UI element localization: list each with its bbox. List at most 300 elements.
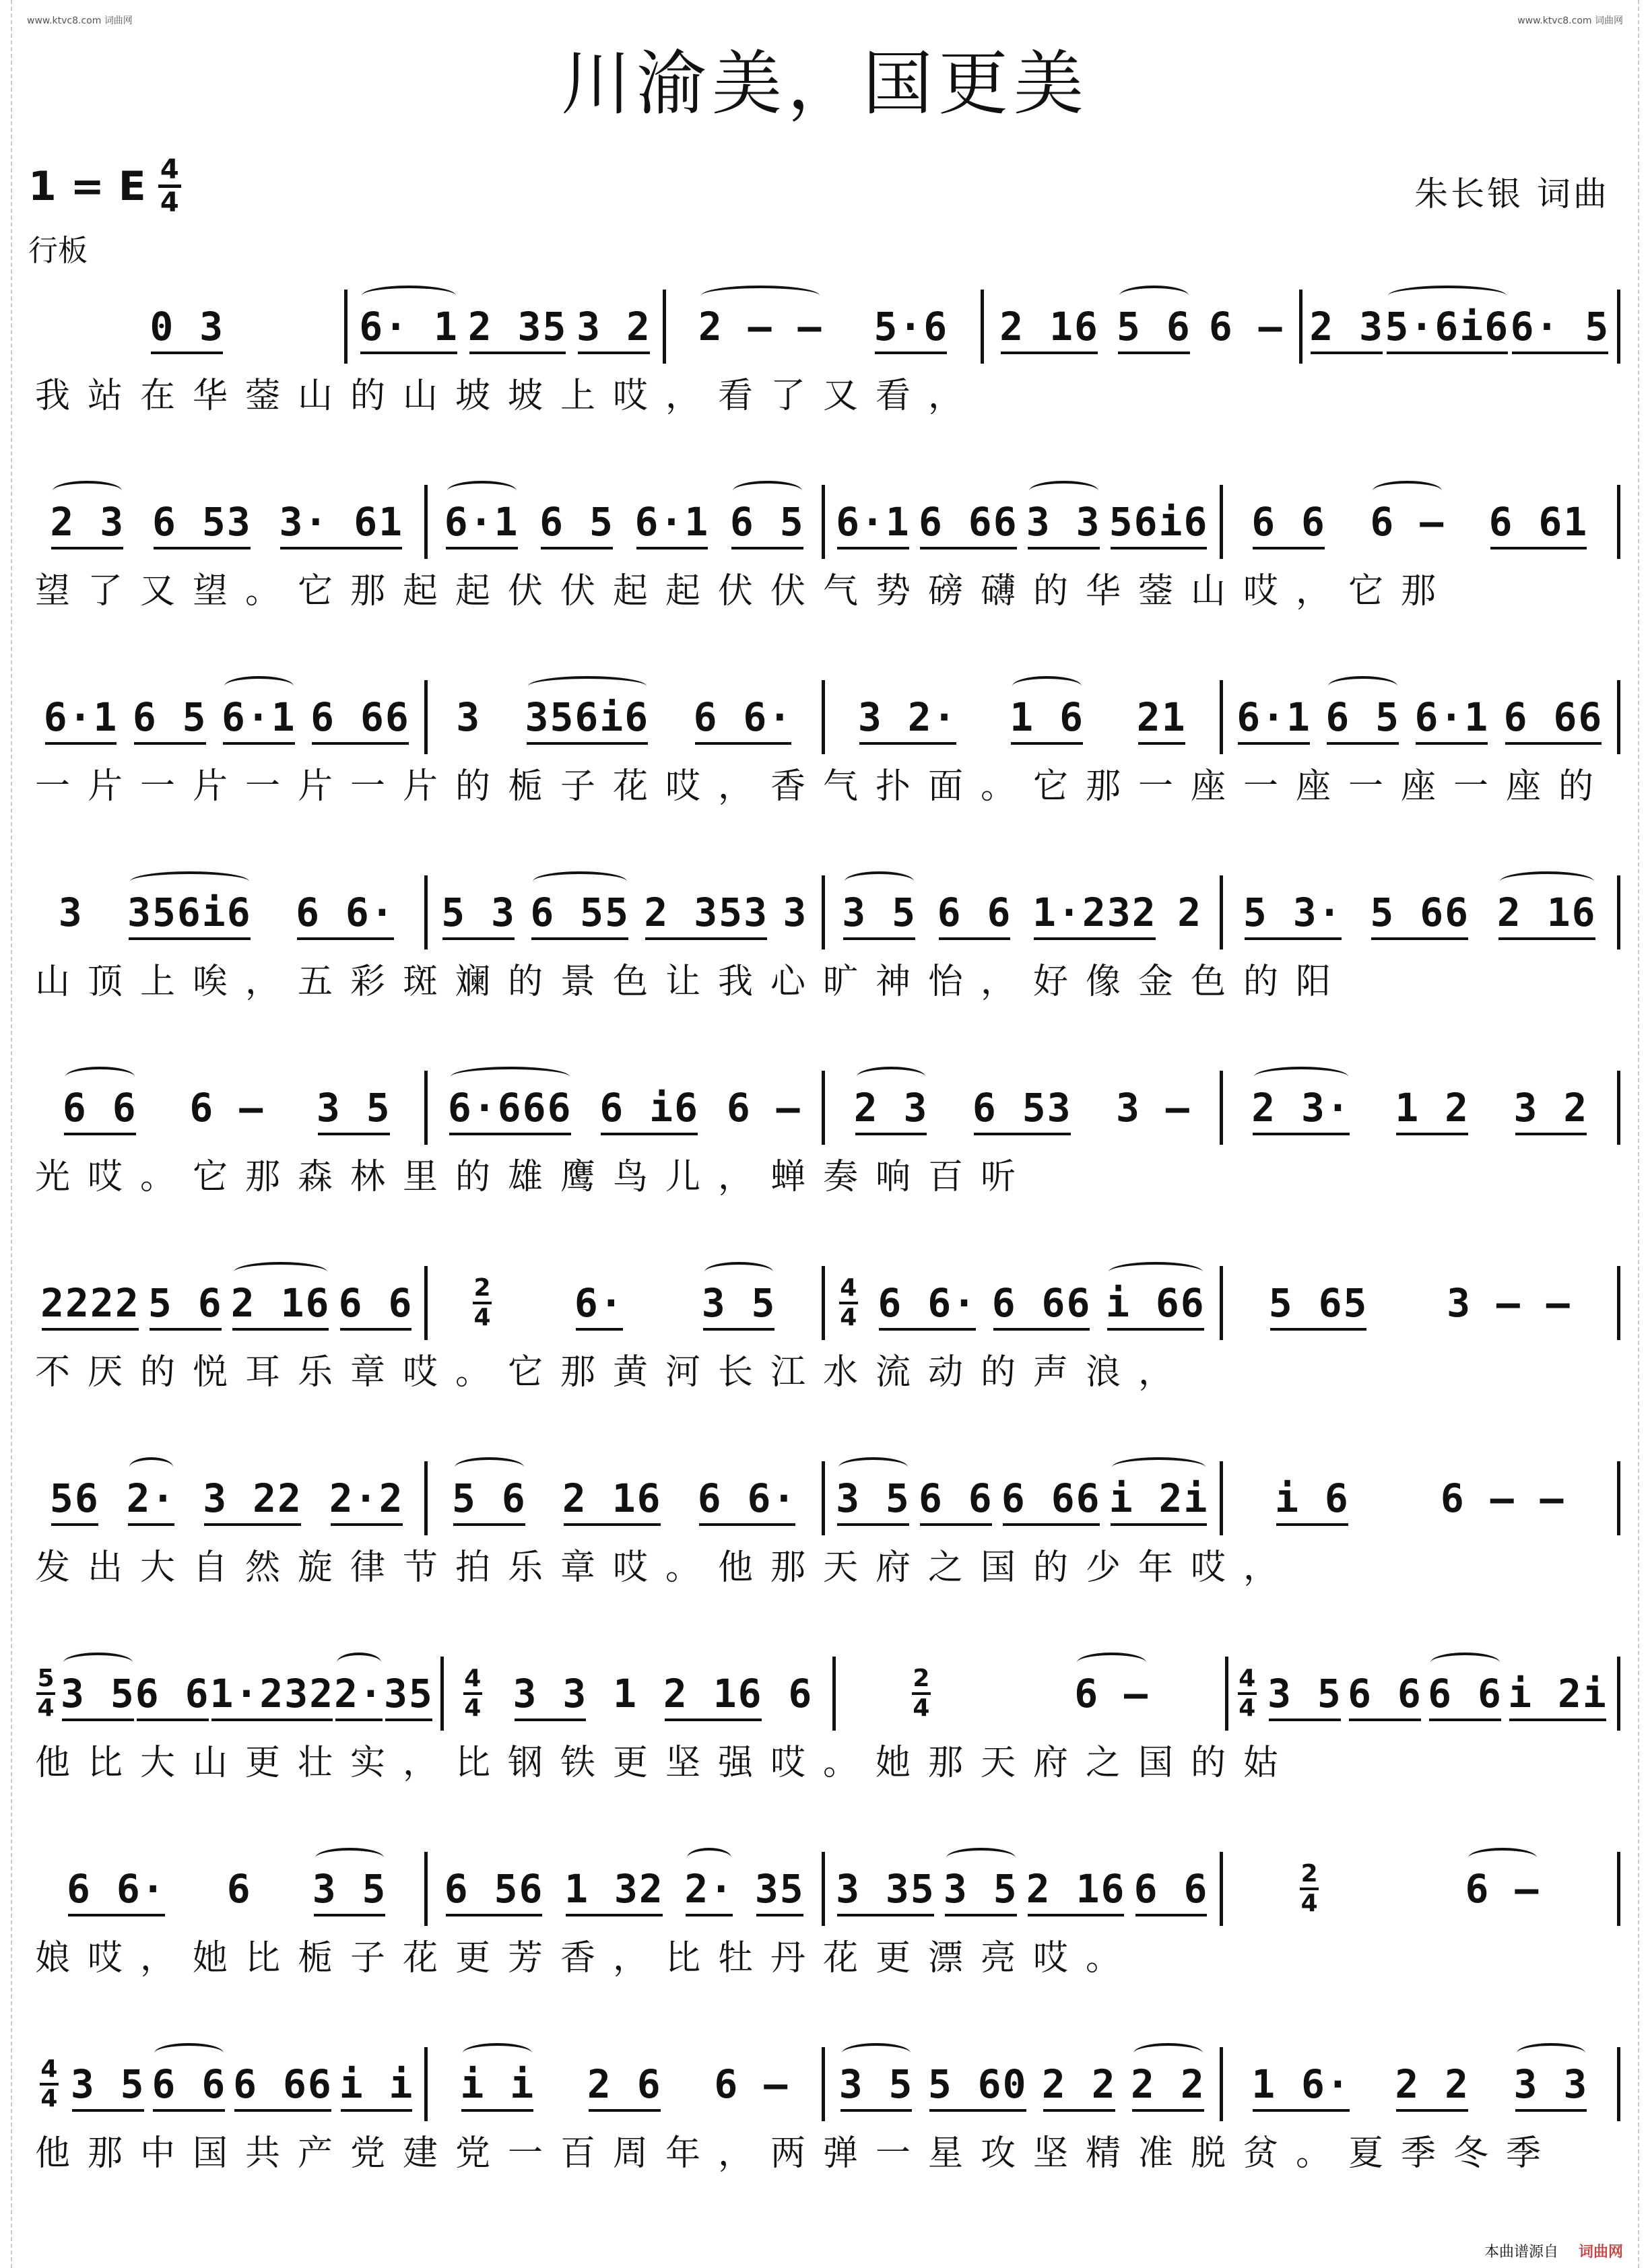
- slur-arc: [857, 1067, 926, 1087]
- beam-line: [1034, 937, 1156, 940]
- slur-arc: [362, 286, 456, 306]
- beam-line: [515, 1719, 587, 1721]
- beam-line: [531, 937, 628, 940]
- lyric-line: 我站在华蓥山的山坡坡上哎，看了又看，: [35, 376, 981, 416]
- measure: [832, 1657, 1224, 1731]
- note-group: 6 6: [918, 1475, 993, 1521]
- note-group: 6 56: [444, 1866, 544, 1912]
- beam-line: [1011, 742, 1083, 745]
- notation-line: [30, 1461, 1620, 1535]
- note-group: 3 5: [701, 1280, 777, 1326]
- note-group: 6 61: [1488, 499, 1589, 545]
- note-group: 3 5: [316, 1085, 391, 1131]
- note-group: 2 16: [663, 1671, 763, 1716]
- note-group: 3 3: [1513, 2061, 1589, 2107]
- note-group: i 2i: [1109, 1475, 1209, 1521]
- beam-line: [1043, 2109, 1115, 2112]
- beam-line: [1107, 1328, 1204, 1331]
- note-group: 3 35: [836, 1866, 935, 1912]
- beam-line: [920, 547, 1017, 549]
- slur-arc: [704, 1262, 774, 1282]
- beam-line: [1416, 742, 1488, 745]
- note-group: 3 – –: [1447, 1280, 1571, 1326]
- note-group: 6 –: [189, 1085, 265, 1131]
- meter-change: [463, 1667, 482, 1721]
- score-system: [30, 290, 1620, 428]
- beam-line: [341, 2109, 413, 2112]
- beam-line: [1396, 1133, 1468, 1135]
- note-group: 3 3: [513, 1671, 588, 1716]
- time-signature: [158, 156, 181, 216]
- note-group: 6 6·: [296, 890, 395, 935]
- note-group: 3: [783, 890, 808, 935]
- note-group: 6 6·: [697, 1475, 797, 1521]
- note-group: 2·: [126, 1475, 176, 1521]
- beam-line: [51, 1523, 98, 1526]
- slur-arc: [845, 871, 914, 892]
- beam-line: [1001, 352, 1098, 354]
- meter-change: [1238, 1667, 1257, 1721]
- note-group: 1·232: [1032, 890, 1157, 935]
- beam-line: [840, 2109, 913, 2112]
- note-group: 6 66: [310, 694, 410, 740]
- meter-change: [1300, 1862, 1319, 1916]
- note-group: 6 –: [726, 1085, 801, 1131]
- notation-line: [30, 1266, 1620, 1340]
- note-group: 35: [383, 1671, 434, 1716]
- beam-line: [1387, 352, 1509, 354]
- beam-line: [837, 1914, 934, 1916]
- notation-line: [30, 875, 1620, 949]
- note-group: 6·1: [43, 694, 119, 740]
- note-group: 2 16: [230, 1280, 331, 1326]
- note-group: 6·1: [634, 499, 710, 545]
- beam-line: [453, 1523, 525, 1526]
- slur-arc: [1500, 871, 1594, 892]
- note-group: 6 6: [62, 1085, 137, 1131]
- score-system: [30, 875, 1620, 1014]
- note-group: 6 –: [1208, 304, 1284, 349]
- time-bottom: 4: [160, 187, 179, 218]
- meter-bottom: 4: [1239, 1694, 1256, 1722]
- beam-line: [875, 352, 947, 354]
- note-group: 2·: [684, 1866, 735, 1912]
- beam-line: [1135, 1914, 1208, 1916]
- beam-line: [211, 1719, 333, 1721]
- measure: [440, 1657, 832, 1731]
- meter-top: 4: [1239, 1665, 1256, 1692]
- note-group: 2 16: [1026, 1866, 1126, 1912]
- note-group: 6 6·: [693, 694, 793, 740]
- beam-line: [360, 352, 457, 354]
- beam-line: [589, 2109, 661, 2112]
- slur-arc: [154, 2043, 224, 2063]
- note-group: 6·1: [1236, 694, 1311, 740]
- note-group: 1 2: [1395, 1085, 1470, 1131]
- beam-line: [1111, 1523, 1208, 1526]
- note-group: 2·: [334, 1671, 384, 1716]
- beam-line: [223, 742, 295, 745]
- slur-arc: [65, 1067, 135, 1087]
- slur-arc: [1119, 286, 1189, 306]
- beam-line: [541, 547, 613, 549]
- beam-line: [204, 1523, 301, 1526]
- meter-top: 4: [464, 1665, 482, 1692]
- slur-arc: [733, 481, 802, 501]
- note-group: 35: [754, 1866, 805, 1912]
- score-system: [30, 1461, 1620, 1600]
- note-group: 2 3: [853, 1085, 929, 1131]
- note-group: 3 5: [1267, 1671, 1342, 1716]
- beam-line: [1028, 1914, 1125, 1916]
- key-signature: [28, 156, 181, 216]
- note-group: 3 5: [943, 1866, 1018, 1912]
- beam-line: [837, 547, 909, 549]
- measure: [1220, 1852, 1621, 1926]
- beam-line: [645, 937, 767, 940]
- note-group: 2 353: [644, 890, 768, 935]
- notation-line: [30, 290, 1620, 364]
- note-group: 2222: [40, 1280, 140, 1326]
- note-group: 6 66: [1001, 1475, 1101, 1521]
- beam-line: [137, 1719, 209, 1721]
- note-group: 3 22: [203, 1475, 302, 1521]
- note-group: 6 6: [1251, 499, 1326, 545]
- beam-line: [151, 352, 223, 354]
- meter-bottom: 4: [840, 1304, 857, 1331]
- note-group: 6 53: [152, 499, 252, 545]
- note-group: 6 6: [338, 1280, 414, 1326]
- note-group: 5 3: [441, 890, 516, 935]
- beam-line: [129, 937, 251, 940]
- site-watermark-right: [1517, 13, 1623, 27]
- slur-arc: [337, 1653, 381, 1673]
- beam-line: [314, 1914, 386, 1916]
- slur-arc: [1112, 1457, 1206, 1477]
- site-url-right: www.ktvc8.com: [1517, 15, 1592, 26]
- note-group: i 66: [1106, 1280, 1206, 1326]
- beam-line: [939, 937, 1011, 940]
- slur-arc: [528, 676, 647, 696]
- note-group: 5 60: [927, 2061, 1028, 2107]
- note-group: 6 5: [729, 499, 805, 545]
- note-group: 6 6·: [67, 1866, 166, 1912]
- meter-bottom: 4: [473, 1304, 491, 1331]
- beam-line: [1253, 547, 1325, 549]
- beam-line: [578, 352, 650, 354]
- notation-line: [30, 485, 1620, 559]
- beam-line: [695, 742, 792, 745]
- note-group: 3 –: [1116, 1085, 1191, 1131]
- beam-line: [566, 1914, 663, 1916]
- beam-line: [1515, 1133, 1587, 1135]
- slur-arc: [1517, 2043, 1586, 2063]
- slur-arc: [533, 871, 627, 892]
- meter-change: [473, 1276, 492, 1330]
- beam-line: [68, 1914, 165, 1916]
- note-group: 6·1: [1414, 694, 1490, 740]
- lyric-line: 望了又望。它那起起伏伏起起伏伏气势磅礴的华蓥山哎，它那: [35, 571, 1454, 611]
- slur-arc: [842, 2043, 911, 2063]
- note-group: 3 5: [61, 1671, 135, 1716]
- beam-line: [920, 1523, 992, 1526]
- note-group: 0 3: [150, 304, 225, 349]
- note-group: 2 16: [562, 1475, 662, 1521]
- beam-line: [312, 742, 409, 745]
- meter-bottom: 4: [40, 2085, 58, 2112]
- beam-line: [1505, 742, 1602, 745]
- key-text: 1 = E: [28, 162, 146, 210]
- note-group: i i: [339, 2061, 414, 2107]
- right-margin-rule: [1638, 0, 1650, 2268]
- beam-line: [469, 352, 566, 354]
- beam-line: [699, 1523, 796, 1526]
- beam-line: [1515, 2109, 1587, 2112]
- note-group: 5·6i6: [1385, 304, 1510, 349]
- meter-bottom: 4: [913, 1694, 930, 1722]
- beam-line: [731, 547, 803, 549]
- note-group: 2 2: [1131, 2061, 1206, 2107]
- beam-line: [527, 742, 649, 745]
- note-group: 56i6: [1109, 499, 1209, 545]
- note-group: 6·1: [836, 499, 911, 545]
- note-group: 6·666: [447, 1085, 572, 1131]
- note-group: 6 5: [1325, 694, 1401, 740]
- beam-line: [385, 1719, 432, 1721]
- beam-line: [72, 2109, 144, 2112]
- footer-logo: 词曲网: [1578, 2244, 1623, 2261]
- notation-line: [30, 680, 1620, 754]
- note-group: i i: [460, 2061, 535, 2107]
- beam-line: [1111, 547, 1208, 549]
- notation-line: [30, 1657, 1620, 1731]
- note-group: 6 53: [972, 1085, 1072, 1131]
- note-group: 2 2: [1395, 2061, 1470, 2107]
- meter-top: 2: [473, 1274, 491, 1302]
- score-system: [30, 2047, 1620, 2186]
- score-system: [30, 485, 1620, 624]
- meter-top: 2: [913, 1665, 930, 1692]
- score-system: [30, 1657, 1620, 1795]
- note-group: 6: [226, 1866, 252, 1912]
- beam-line: [974, 1133, 1071, 1135]
- note-group: 6 66: [1503, 694, 1604, 740]
- note-group: 6 6: [152, 2061, 227, 2107]
- beam-line: [1269, 1719, 1341, 1721]
- beam-line: [153, 2109, 225, 2112]
- slur-arc: [1254, 1067, 1348, 1087]
- slur-arc: [687, 1848, 731, 1868]
- slur-arc: [1109, 1262, 1203, 1282]
- note-group: 1: [613, 1671, 638, 1716]
- beam-line: [331, 1523, 403, 1526]
- lyric-line: 发出大自然旋律节拍乐章哎。他那天府之国的少年哎，: [35, 1547, 1296, 1588]
- note-group: 3 5: [70, 2061, 145, 2107]
- note-group: 6· 5: [1510, 304, 1610, 349]
- note-group: i 6: [1275, 1475, 1350, 1521]
- slur-arc: [1328, 676, 1397, 696]
- slur-arc: [130, 871, 249, 892]
- beam-line: [1509, 1719, 1606, 1721]
- beam-line: [686, 1914, 733, 1916]
- beam-line: [855, 1133, 927, 1135]
- note-group: 6: [788, 1671, 814, 1716]
- note-group: 5 3·: [1243, 890, 1343, 935]
- note-group: 1·232: [209, 1671, 335, 1716]
- beam-line: [232, 1328, 329, 1331]
- note-group: 6 –: [714, 2061, 789, 2107]
- beam-line: [1349, 1719, 1421, 1721]
- beam-line: [1512, 352, 1609, 354]
- lyric-line: 他比大山更壮实，比钢铁更坚强哎。她那天府之国的姑: [35, 1743, 1296, 1783]
- note-group: 6 5: [132, 694, 207, 740]
- note-group: 6 6·: [878, 1280, 978, 1326]
- notation-line: [30, 1071, 1620, 1145]
- slur-arc: [946, 1848, 1016, 1868]
- beam-line: [1138, 742, 1185, 745]
- note-group: 6 i6: [599, 1085, 700, 1131]
- site-url-left: www.ktvc8.com: [27, 15, 102, 26]
- notation-line: [30, 1852, 1620, 1926]
- beam-line: [442, 937, 515, 940]
- slur-arc: [455, 1457, 524, 1477]
- meter-bottom: 4: [1300, 1890, 1318, 1917]
- note-group: 2 3: [50, 499, 125, 545]
- beam-line: [576, 1328, 623, 1331]
- slur-arc: [463, 2043, 532, 2063]
- note-group: 6 – –: [1440, 1475, 1565, 1521]
- tempo-marking: 行板: [28, 234, 88, 268]
- slur-arc: [1029, 481, 1098, 501]
- beam-line: [859, 742, 956, 745]
- beam-line: [1490, 547, 1587, 549]
- note-group: 6 6: [1348, 1671, 1422, 1716]
- slur-arc: [1468, 1848, 1538, 1868]
- beam-line: [843, 937, 915, 940]
- beam-line: [134, 742, 206, 745]
- slur-arc: [1077, 1653, 1146, 1673]
- note-group: 3: [456, 694, 482, 740]
- note-group: 6· 1: [359, 304, 459, 349]
- beam-line: [446, 547, 518, 549]
- beam-line: [1498, 937, 1595, 940]
- slur-arc: [224, 676, 294, 696]
- beam-line: [318, 1133, 390, 1135]
- note-group: 2 16: [999, 304, 1099, 349]
- beam-line: [1238, 742, 1310, 745]
- note-group: 2: [1177, 890, 1203, 935]
- slur-arc: [447, 481, 517, 501]
- note-group: 5 65: [1268, 1280, 1368, 1326]
- note-group: 6·: [574, 1280, 624, 1326]
- note-group: 2 3: [1309, 304, 1385, 349]
- meter-change: [36, 1667, 55, 1721]
- note-group: 2 – –: [698, 304, 823, 349]
- note-group: 1 6: [1010, 694, 1085, 740]
- score-system: [30, 1266, 1620, 1405]
- note-group: 2 16: [1496, 890, 1597, 935]
- note-group: 5 6: [1117, 304, 1191, 349]
- note-group: 5 66: [1370, 890, 1470, 935]
- beam-line: [1396, 2109, 1468, 2112]
- beam-line: [340, 1328, 412, 1331]
- note-group: 3· 61: [279, 499, 404, 545]
- note-group: 6 6: [1133, 1866, 1209, 1912]
- beam-line: [51, 547, 123, 549]
- note-group: 6 6: [937, 890, 1012, 935]
- meter-top: 5: [37, 1665, 55, 1692]
- lyric-line: 山顶上唉，五彩斑斓的景色让我心旷神怡，好像金色的阳: [35, 962, 1349, 1002]
- slur-arc: [1388, 286, 1507, 306]
- slur-arc: [1373, 481, 1442, 501]
- meter-top: 4: [840, 1274, 857, 1302]
- beam-line: [993, 1328, 1090, 1331]
- lyric-line: 一片一片一片一片的栀子花哎，香气扑面。它那一座一座一座一座的: [35, 766, 1612, 807]
- beam-line: [636, 547, 708, 549]
- note-group: 6 6: [135, 1671, 210, 1716]
- beam-line: [703, 1328, 775, 1331]
- beam-line: [128, 1523, 175, 1526]
- slur-arc: [1430, 1653, 1500, 1673]
- note-group: 3 2·: [857, 694, 958, 740]
- lyric-line: 娘哎，她比栀子花更芳香，比牡丹花更漂亮哎。: [35, 1938, 1139, 1978]
- site-tag-right: 词曲网: [1595, 15, 1623, 26]
- note-group: 2 6: [587, 2061, 662, 2107]
- note-group: 3 5: [842, 890, 917, 935]
- meter-change: [40, 2057, 59, 2111]
- note-group: 6 6: [1428, 1671, 1503, 1716]
- note-group: 1 32: [564, 1866, 664, 1912]
- note-group: 6 66: [918, 499, 1018, 545]
- beam-line: [837, 1523, 909, 1526]
- note-group: 356i6: [525, 694, 650, 740]
- meter-change: [912, 1667, 931, 1721]
- note-group: 5 6: [452, 1475, 527, 1521]
- lyric-line: 他那中国共产党建党一百周年，两弹一星攻坚精准脱贫。夏季冬季: [35, 2133, 1559, 2174]
- beam-line: [42, 1328, 139, 1331]
- site-watermark-left: [27, 13, 133, 27]
- note-group: 2 3·: [1251, 1085, 1351, 1131]
- note-group: 3 5: [836, 1475, 911, 1521]
- note-group: 5·6: [873, 304, 949, 349]
- beam-line: [1371, 937, 1468, 940]
- beam-line: [45, 742, 117, 745]
- slur-arc: [234, 1262, 328, 1282]
- beam-line: [929, 2109, 1026, 2112]
- beam-line: [601, 1133, 698, 1135]
- beam-line: [297, 937, 394, 940]
- beam-line: [461, 2109, 533, 2112]
- note-group: 3 3: [1026, 499, 1101, 545]
- slur-arc: [315, 1848, 385, 1868]
- time-top: 4: [160, 154, 179, 185]
- note-group: 2 35: [467, 304, 568, 349]
- notation-line: [30, 2047, 1620, 2121]
- meter-bottom: 4: [464, 1694, 482, 1722]
- beam-line: [1003, 1523, 1100, 1526]
- beam-line: [945, 1914, 1017, 1916]
- beam-line: [1118, 352, 1190, 354]
- note-group: 6 66: [991, 1280, 1092, 1326]
- note-group: 356i6: [127, 890, 252, 935]
- beam-line: [564, 1523, 661, 1526]
- beam-line: [1253, 2109, 1350, 2112]
- score-system: [30, 1071, 1620, 1209]
- score-system: [30, 680, 1620, 819]
- beam-line: [154, 547, 251, 549]
- meter-bottom: 4: [37, 1694, 55, 1722]
- beam-line: [1327, 742, 1399, 745]
